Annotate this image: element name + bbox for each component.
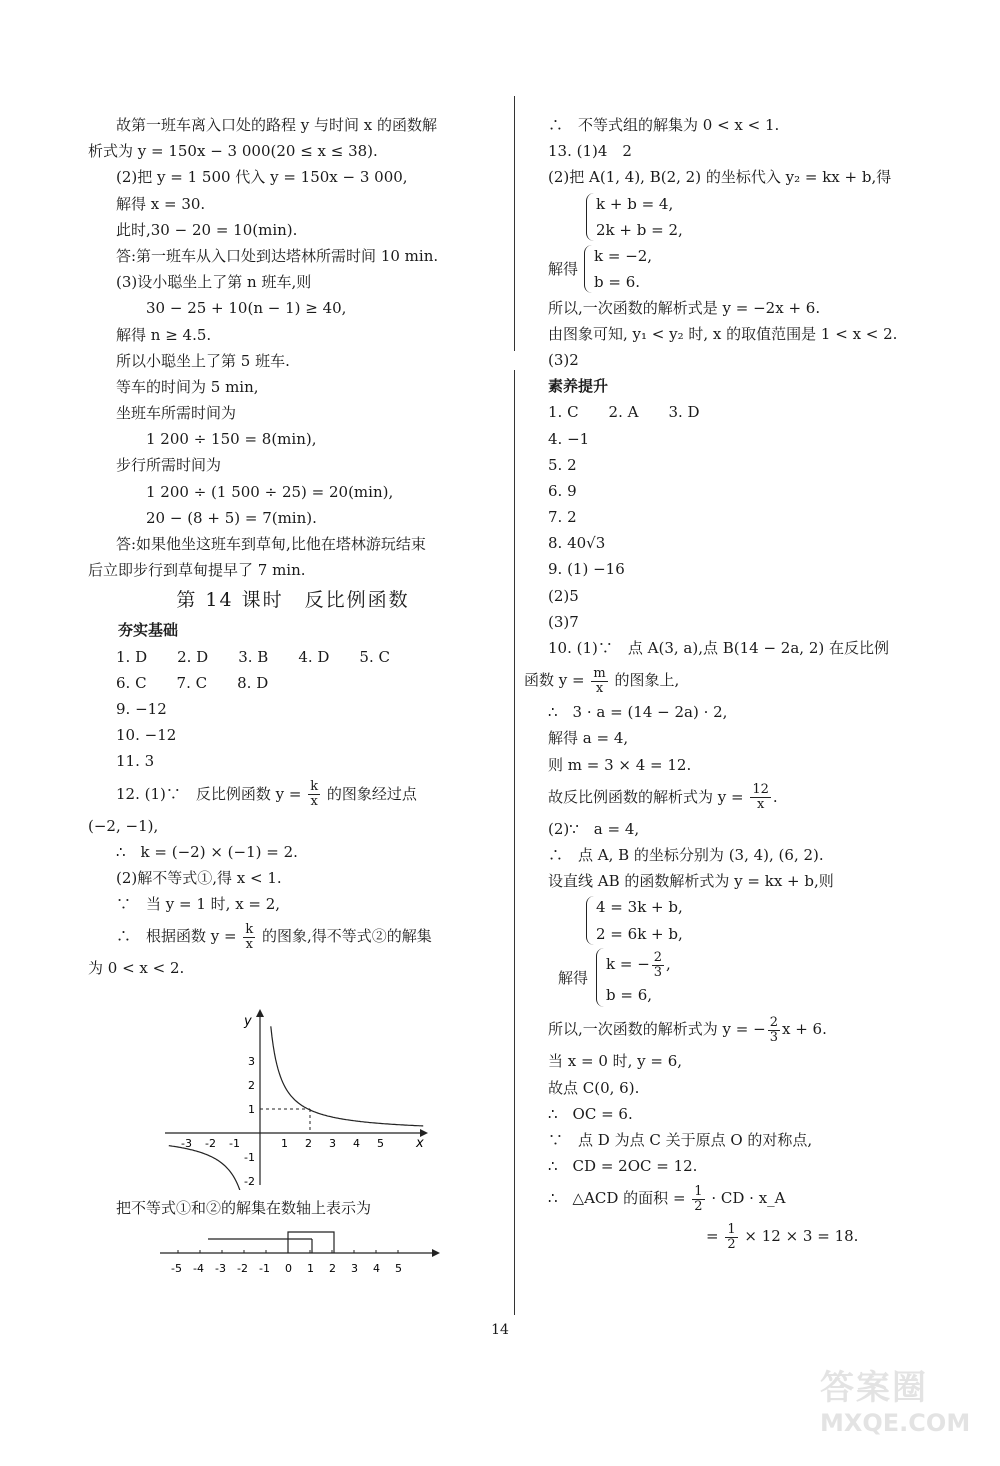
hyperbola-branch-negative	[169, 1146, 241, 1190]
text-line: 所以小聪坐上了第 5 班车.	[116, 351, 290, 370]
fraction: $\frac{12}{x}$	[752, 782, 769, 813]
hyperbola-branch-positive	[271, 1026, 423, 1126]
answer-line: 1. D 2. D 3. B 4. D 5. C	[116, 647, 390, 666]
answer-line: 7. 2	[548, 508, 577, 527]
fraction: $\frac{1}{2}$	[694, 1183, 703, 1214]
answer-line: (2)5	[548, 586, 579, 605]
text-line: 解得 a = 4,	[548, 729, 629, 748]
text-line: 步行所需时间为	[116, 456, 222, 475]
text-line: (3)设小聪坐上了第 n 班车,则	[116, 273, 312, 292]
fraction: $\frac{2}{3}$	[653, 949, 663, 980]
equation: k + b = 4,	[596, 194, 674, 213]
answer-line: 6. C 7. C 8. D	[116, 673, 269, 692]
equation: b = 6,	[606, 986, 653, 1005]
answer-line: 8. 40√3	[548, 534, 606, 553]
text-line: ∴ CD = 2OC = 12.	[548, 1157, 698, 1176]
answer-line: 4. −1	[548, 429, 590, 448]
number-line-tick-label: 0	[285, 1262, 292, 1275]
answer-line: 9. (1) −16	[548, 560, 625, 579]
text-line: 30 − 25 + 10(n − 1) ≥ 40,	[146, 299, 347, 318]
text-line: 解得 n ≥ 4.5.	[116, 325, 212, 344]
equation: 4 = 3k + b,	[596, 898, 683, 917]
text-line: 10. (1)∵ 点 A(3, a),点 B(14 − 2a, 2) 在反比例	[548, 639, 889, 657]
text-line: (2)把 A(1, 4), B(2, 2) 的坐标代入 y₂ = kx + b,得	[548, 168, 892, 187]
equation: k = −2,	[594, 246, 653, 265]
watermark-url: MXQE.COM	[820, 1409, 971, 1437]
text-line: 12. (1)∵ 反比例函数 y = $\frac{k}{x}$ 的图象经过点	[116, 779, 417, 809]
answer-line: 6. 9	[548, 481, 577, 500]
text-line: 当 x = 0 时, y = 6,	[548, 1052, 683, 1071]
number-line-tick-label: 4	[373, 1262, 380, 1275]
equation: 2k + b = 2,	[596, 220, 683, 239]
system-brace	[596, 191, 683, 243]
answer-line: 10. −12	[116, 726, 177, 745]
text-line: 故反比例函数的解析式为 y = $\frac{12}{x}$ .	[548, 782, 778, 813]
text-line: ∴ k = (−2) × (−1) = 2.	[116, 842, 298, 861]
text-line: (3)2	[548, 350, 579, 369]
text-line: 则 m = 3 × 4 = 12.	[548, 755, 692, 774]
equation: b = 6.	[594, 272, 641, 291]
x-tick-label: 4	[353, 1137, 360, 1150]
right-column	[524, 112, 928, 1255]
fraction: $\frac{2}{3}$	[769, 1014, 778, 1045]
page-number: 14	[491, 1322, 509, 1338]
answer-line: 9. −12	[116, 699, 167, 718]
x-axis-label: x	[416, 1136, 424, 1151]
equation-system	[548, 894, 928, 946]
x-tick-label: -1	[229, 1137, 240, 1150]
fraction: $\frac{k}{x}$	[310, 779, 319, 809]
text-line: 设直线 AB 的函数解析式为 y = kx + b,则	[548, 872, 834, 891]
text-line: ∴ △ACD 的面积 = $\frac{1}{2}$ · CD · x_A	[548, 1183, 786, 1214]
section-heading: 素养提升	[548, 377, 609, 396]
x-tick-label: 2	[305, 1137, 312, 1150]
number-line-tick-label: 2	[329, 1262, 336, 1275]
y-tick-label: 3	[248, 1055, 255, 1068]
equation-system	[548, 191, 928, 243]
text-line: (2)∵ a = 4,	[548, 819, 640, 838]
number-line-tick-label: 5	[395, 1262, 402, 1275]
number-line-tick-label: -1	[259, 1262, 270, 1275]
text-line: 由图象可知, y₁ < y₂ 时, x 的取值范围是 1 < x < 2.	[548, 324, 898, 343]
column-divider-bottom	[514, 370, 515, 1315]
y-tick-label: -2	[244, 1175, 255, 1188]
lesson-title: 第 14 课时 反比例函数	[176, 589, 410, 612]
label: 解得	[548, 259, 579, 278]
y-tick-label: -1	[244, 1151, 255, 1164]
number-line-ticks	[171, 1250, 402, 1275]
hyperbola-graph	[160, 1005, 460, 1190]
fraction: $\frac{m}{x}$	[593, 665, 606, 696]
text-line: 解得 x = 30.	[116, 194, 206, 213]
text-line: 所以,一次函数的解析式为 y = − $\frac{2}{3}$ x + 6.	[548, 1014, 827, 1045]
watermark-logo	[820, 1360, 990, 1450]
number-line-arrow	[432, 1249, 440, 1257]
x-tick-label: 1	[281, 1137, 288, 1150]
equation: k = − $\frac{2}{3}$ ,	[606, 949, 671, 980]
y-tick-label: 1	[248, 1103, 255, 1116]
text-line: 后立即步行到草甸提早了 7 min.	[88, 561, 306, 580]
text-line: ∵ 当 y = 1 时, x = 2,	[116, 895, 281, 914]
text-line: 1 200 ÷ (1 500 ÷ 25) = 20(min),	[146, 482, 394, 501]
number-line-tick-label: 1	[307, 1262, 314, 1275]
answer-line: 5. 2	[548, 455, 577, 474]
text-line: (−2, −1),	[88, 816, 159, 835]
text-line: 13. (1)4 2	[548, 142, 632, 161]
fraction: $\frac{1}{2}$	[727, 1221, 736, 1252]
text-line: 把不等式①和②的解集在数轴上表示为	[116, 1199, 372, 1217]
column-divider-top	[514, 96, 515, 351]
text-line: ∴ OC = 6.	[548, 1104, 633, 1123]
text-line: 等车的时间为 5 min,	[116, 377, 259, 396]
answer-line: 1. C 2. A 3. D	[548, 403, 700, 422]
text-line: ∴ 点 A, B 的坐标分别为 (3, 4), (6, 2).	[548, 845, 824, 864]
text-line: ∵ 点 D 为点 C 关于原点 O 的对称点,	[548, 1130, 813, 1149]
number-line	[158, 1228, 448, 1278]
text-line: 答:如果他坐这班车到草甸,比他在塔林游玩结束	[116, 535, 426, 553]
system-brace	[606, 946, 671, 1008]
equation: 2 = 6k + b,	[596, 924, 683, 943]
watermark-text: 答案圈	[820, 1368, 928, 1408]
text-line: 20 − (8 + 5) = 7(min).	[146, 508, 317, 527]
x-tick-label: -3	[181, 1137, 192, 1150]
text-line: 答:第一班车从入口处到达塔林所需时间 10 min.	[116, 246, 439, 265]
fraction: $\frac{k}{x}$	[245, 921, 254, 952]
text-line: ∴ 根据函数 y = $\frac{k}{x}$ 的图象,得不等式②的解集	[116, 921, 432, 952]
text-line: 故第一班车离入口处的路程 y 与时间 x 的函数解	[116, 116, 438, 134]
solution-set-2-box	[288, 1232, 334, 1253]
y-axis-arrow	[256, 1009, 264, 1017]
x-tick-label: 5	[377, 1137, 384, 1150]
text-line: 所以,一次函数的解析式是 y = −2x + 6.	[548, 298, 821, 317]
text-line: 此时,30 − 20 = 10(min).	[116, 220, 298, 239]
equation-system	[548, 946, 928, 1010]
number-line-tick-label: -5	[171, 1262, 182, 1275]
text-line: ∴ 不等式组的解集为 0 < x < 1.	[548, 116, 780, 134]
y-tick-label: 2	[248, 1079, 255, 1092]
number-line-tick-label: -3	[215, 1262, 226, 1275]
text-line: ∴ 3 · a = (14 − 2a) · 2,	[548, 703, 728, 722]
y-tick-labels	[244, 1055, 255, 1188]
text-line: 1 200 ÷ 150 = 8(min),	[146, 430, 317, 449]
x-tick-labels	[181, 1137, 384, 1150]
text-line: 析式为 y = 150x − 3 000(20 ≤ x ≤ 38).	[88, 142, 378, 161]
text-line: = $\frac{1}{2}$ × 12 × 3 = 18.	[706, 1221, 859, 1252]
text-line: 为 0 < x < 2.	[88, 959, 185, 978]
text-line: 故点 C(0, 6).	[548, 1078, 640, 1097]
text-line: (2)解不等式①,得 x < 1.	[116, 868, 282, 887]
number-line-tick-label: -2	[237, 1262, 248, 1275]
system-brace	[596, 894, 683, 946]
system-brace	[594, 243, 652, 295]
answer-line: (3)7	[548, 612, 579, 631]
y-axis-label: y	[244, 1014, 252, 1029]
label: 解得	[558, 969, 589, 988]
left-column	[88, 112, 498, 1275]
number-line-tick-label: 3	[351, 1262, 358, 1275]
text-line: 函数 y = $\frac{m}{x}$ 的图象上,	[524, 665, 680, 696]
number-line-tick-label: -4	[193, 1262, 204, 1275]
equation-system	[548, 243, 928, 295]
x-tick-label: 3	[329, 1137, 336, 1150]
text-line: 坐班车所需时间为	[116, 404, 237, 423]
answer-line: 11. 3	[116, 752, 155, 771]
x-tick-label: -2	[205, 1137, 216, 1150]
text-line: (2)把 y = 1 500 代入 y = 150x − 3 000,	[116, 168, 408, 187]
section-heading: 夯实基础	[118, 621, 179, 640]
